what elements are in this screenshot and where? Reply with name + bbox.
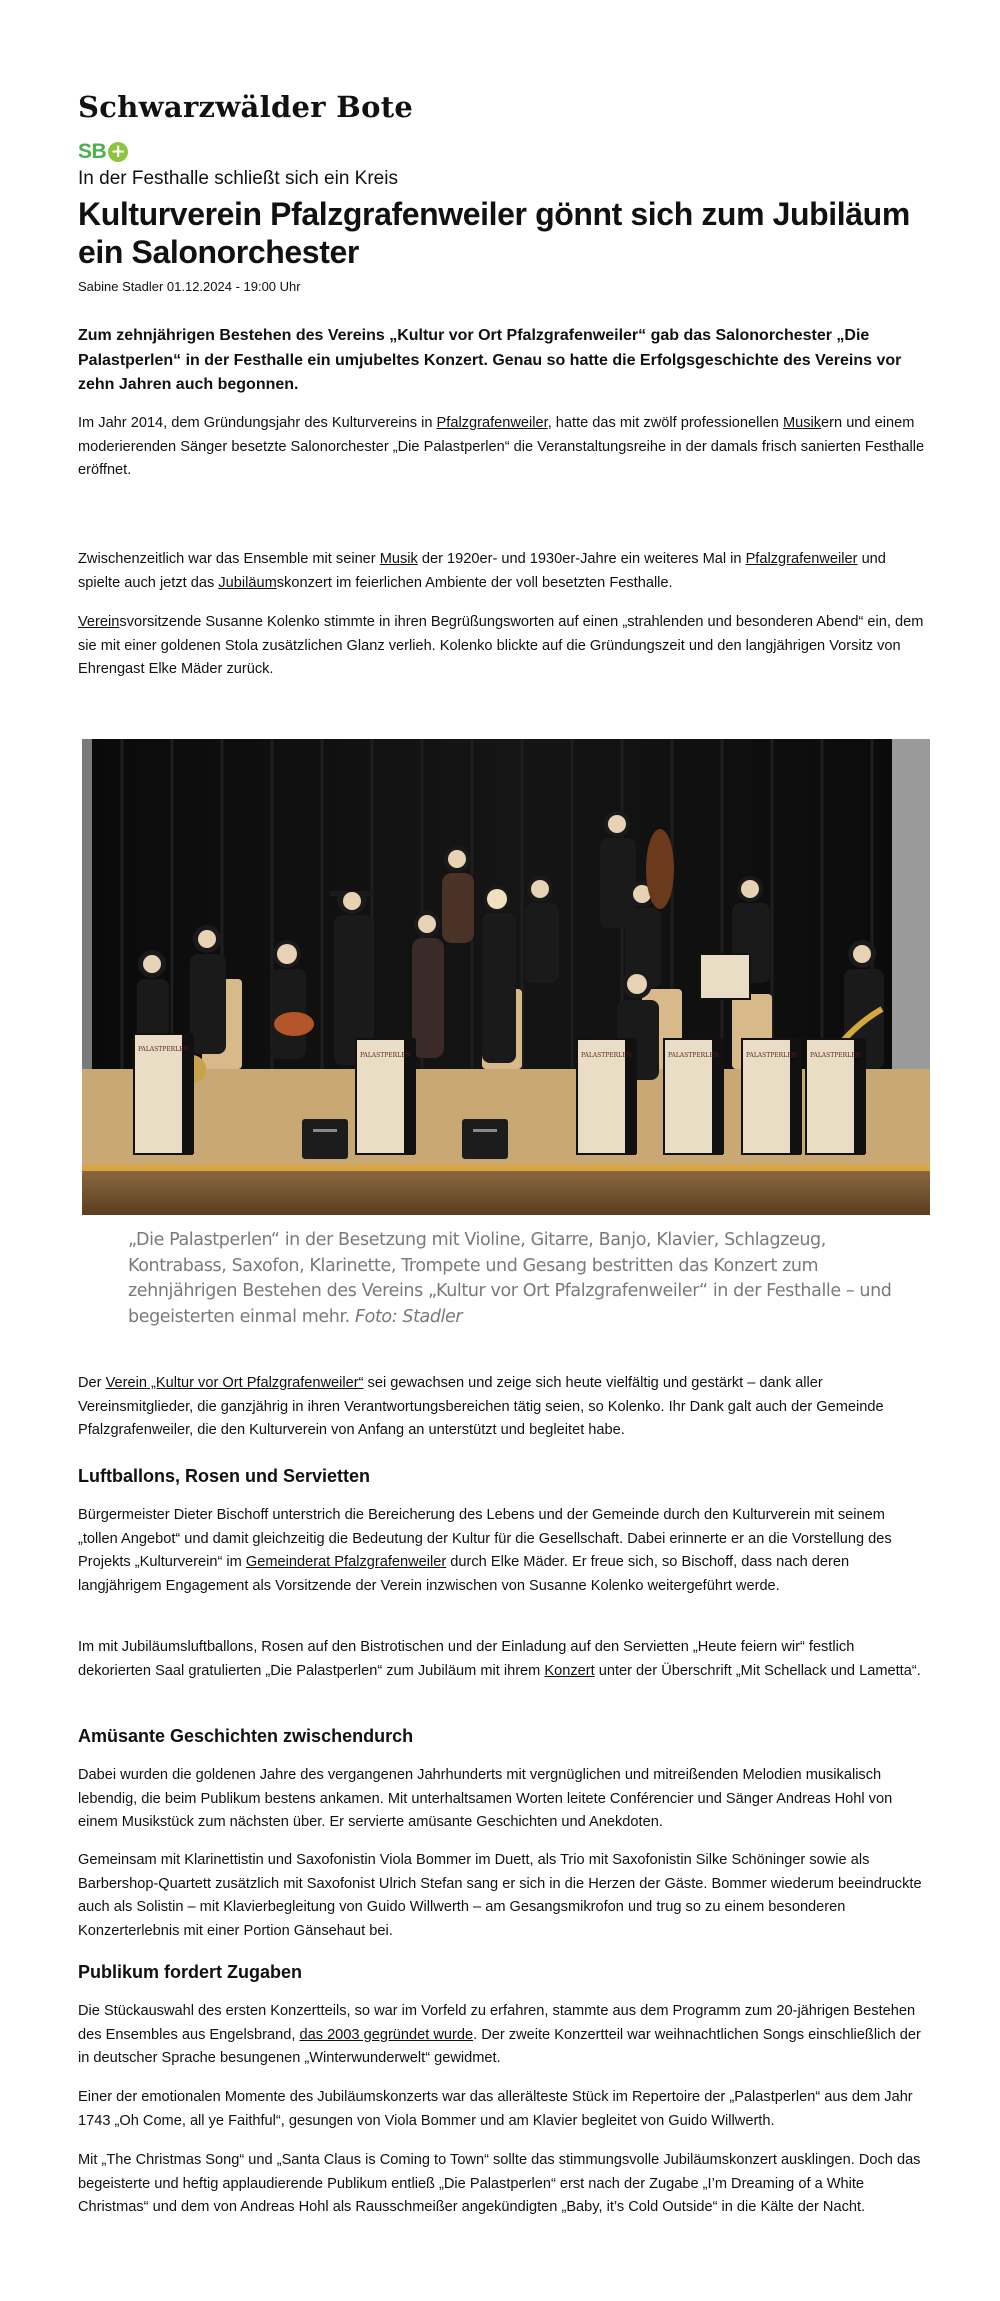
stand-banner-text: PALASTPERLEN xyxy=(668,1052,719,1059)
stand-banner-text: PALASTPERLEN xyxy=(746,1052,797,1059)
link-pfalzgrafenweiler[interactable]: Pfalzgrafenweiler xyxy=(745,551,858,567)
link-pfalzgrafenweiler[interactable]: Pfalzgrafenweiler xyxy=(436,415,548,431)
article-photo[interactable] xyxy=(82,739,930,1215)
paragraph-2: Zwischenzeitlich war das Ensemble mit seiner Musik der 1920er- und 1930er-Jahre ein weiteres Mal in Pfalzgrafenweiler und spielte auch jetzt das Jubiläumskonzert im feierlichen Ambiente der voll besetzten Festhalle. xyxy=(78,551,886,591)
paragraph-3: Vereinsvorsitzende Susanne Kolenko stimmte in ihren Begrüßungsworten auf einen „strahlenden und besonderen Abend“ ein, dem sie mit einer goldenen Stola zusätzlichen Glanz verlieh. Kolenko blickte auf die Gründungszeit und den langjährigen Vorsitz von Ehrengast Elke Mäder zurück. xyxy=(78,614,924,677)
sb-plus-label: SB xyxy=(78,140,107,163)
link-verein-kultur-vor-ort[interactable]: Verein „Kultur vor Ort Pfalzgrafenweiler“ xyxy=(105,1375,364,1391)
link-musik[interactable]: Musik xyxy=(379,551,418,567)
plus-icon: + xyxy=(108,142,128,162)
article-headline: Kulturverein Pfalzgrafenweiler gönnt sich zum Jubiläum ein Salonorchester xyxy=(78,196,910,270)
subheading-geschichten: Amüsante Geschichten zwischendurch xyxy=(78,1726,414,1746)
sb-plus-badge[interactable] xyxy=(78,140,128,164)
link-verein[interactable]: Verein xyxy=(78,614,120,630)
subheading-luftballons: Luftballons, Rosen und Servietten xyxy=(78,1466,371,1486)
photo-credit: Foto: Stadler xyxy=(354,1306,463,1327)
paragraph-9: Die Stückauswahl des ersten Konzertteils, so war im Vorfeld zu erfahren, stammte aus dem Programm zum 20-jährigen Bestehen des Ensembles aus Engelsbrand, das 2003 gegründet wurde. Der zweite Konzertteil war weihnachtlichen Songs einschließlich der in deutscher Sprache besungenen „Winterwunderwelt“ gewidmet. xyxy=(78,2003,921,2066)
paragraph-1: Im Jahr 2014, dem Gründungsjahr des Kulturvereins in Pfalzgrafenweiler, hatte das mit zwölf professionellen Musikern und einem moderierenden Sänger besetzte Salonorchester „Die Palastperlen“ die Veranstaltungsreihe in der damals frisch sanierten Festhalle eröffnet. xyxy=(78,415,925,478)
paragraph-11: Mit „The Christmas Song“ und „Santa Claus is Coming to Town“ sollte das stimmungsvolle Jubiläumskonzert ausklingen. Doch das begeisterte und heftig applaudierende Publikum entließ „Die Palastperlen“ erst nach der Zugabe „I’m Dreaming of a White Christmas“ und dem von Andreas Hohl als Rausschmeißer angekündigten „Baby, it’s Cold Outside“ in die Kälte der Nacht. xyxy=(78,2152,921,2215)
link-musik[interactable]: Musik xyxy=(782,415,822,431)
stand-banner-text: PALASTPERLEN xyxy=(138,1046,189,1053)
subheading-zugaben: Publikum fordert Zugaben xyxy=(78,1962,303,1982)
link-jubilaeum[interactable]: Jubiläum xyxy=(218,574,277,591)
link-gemeinderat[interactable]: Gemeinderat Pfalzgrafenweiler xyxy=(245,1554,447,1570)
paragraph-4: Der Verein „Kultur vor Ort Pfalzgrafenweiler“ sei gewachsen und zeige sich heute vielfältig und gestärkt – dank aller Vereinsmitglieder, die ganzjährig in ihren Verantwortungsbereichen tätig seien, so Kolenko. Ihr Dank galt auch der Gemeinde Pfalzgrafenweiler, die den Kulturverein von Anfang an unterstützt und begleitet habe. xyxy=(78,1375,884,1438)
stand-banner-text: PALASTPERLEN xyxy=(360,1052,411,1059)
concert-photo-illustration xyxy=(82,739,930,1215)
article-kicker: In der Festhalle schließt sich ein Kreis xyxy=(78,168,398,189)
link-gruendung-2003[interactable]: das 2003 gegründet wurde xyxy=(299,2026,474,2043)
paragraph-7: Dabei wurden die goldenen Jahre des vergangenen Jahrhunderts mit vergnüglichen und mitreißenden Melodien musikalisch lebendig, die beim Publikum bestens ankamen. Mit unterhaltsamen Worten leitete Conférencier und Sänger Andreas Hohl von einem Musikstück zum nächsten über. Er servierte amüsante Geschichten und Anekdoten. xyxy=(78,1767,893,1830)
article-lead: Zum zehnjährigen Bestehen des Vereins „Kultur vor Ort Pfalzgrafenweiler“ gab das Salonorchester „Die Palastperlen“ in der Festhalle ein umjubeltes Konzert. Genau so hatte die Erfolgsgeschichte des Vereins vor zehn Jahren auch begonnen. xyxy=(78,327,902,393)
paragraph-8: Gemeinsam mit Klarinettistin und Saxofonistin Viola Bommer im Duett, als Trio mit Saxofonistin Silke Schöninger sowie als Barbershop-Quartett zusätzlich mit Saxofonist Ulrich Stefan sang er sich in die Herzen der Gäste. Bommer wiederum beeindruckte auch als Solistin – mit Klavierbegleitung von Guido Willwerth – am Gesangsmikrofon und trug so zu einem besonderen Konzerterlebnis mit einer Portion Gänsehaut bei. xyxy=(78,1852,922,1939)
stand-banner-text: PALASTPERLEN xyxy=(581,1052,632,1059)
paragraph-10: Einer der emotionalen Momente des Jubiläumskonzerts war das allerälteste Stück im Repertoire der „Palastperlen“ aus dem Jahr 1743 „Oh Come, all ye Faithful“, gesungen von Viola Bommer und am Klavier begleitet von Guido Willwerth. xyxy=(78,2089,913,2129)
stand-banner-text: PALASTPERLEN xyxy=(810,1052,861,1059)
photo-caption: „Die Palastperlen“ in der Besetzung mit Violine, Gitarre, Banjo, Klavier, Schlagzeug, Kontrabass, Saxofon, Klarinette, Trompete und Gesang bestritten das Konzert zum zehnjährigen Bestehen des Vereins „Kultur vor Ort Pfalzgrafenweiler“ in der Festhalle – und begeisterten einmal mehr. Foto: Stadler xyxy=(128,1230,892,1327)
newspaper-logo[interactable]: Schwarzwälder Bote xyxy=(78,90,414,124)
paragraph-5: Bürgermeister Dieter Bischoff unterstrich die Bereicherung des Lebens und der Gemeinde durch den Kulturverein mit seinem „tollen Angebot“ und damit gleichzeitig die Bedeutung der Kultur für die Gesellschaft. Dabei erinnerte er an die Vorstellung des Projekts „Kulturverein“ im Gemeinderat Pfalzgrafenweiler durch Elke Mäder. Er freue sich, so Bischoff, dass nach deren langjährigem Engagement als Vorsitzende der Verein inzwischen von Susanne Kolenko weitergeführt werde. xyxy=(78,1507,892,1594)
link-konzert[interactable]: Konzert xyxy=(544,1662,595,1679)
paragraph-6: Im mit Jubiläumsluftballons, Rosen auf den Bistrotischen und der Einladung auf den Servietten „Heute feiern wir“ festlich dekorierten Saal gratulierten „Die Palastperlen“ zum Jubiläum mit ihrem Konzert unter der Überschrift „Mit Schellack und Lametta“. xyxy=(78,1639,921,1679)
article-byline: Sabine Stadler 01.12.2024 - 19:00 Uhr xyxy=(78,279,301,294)
